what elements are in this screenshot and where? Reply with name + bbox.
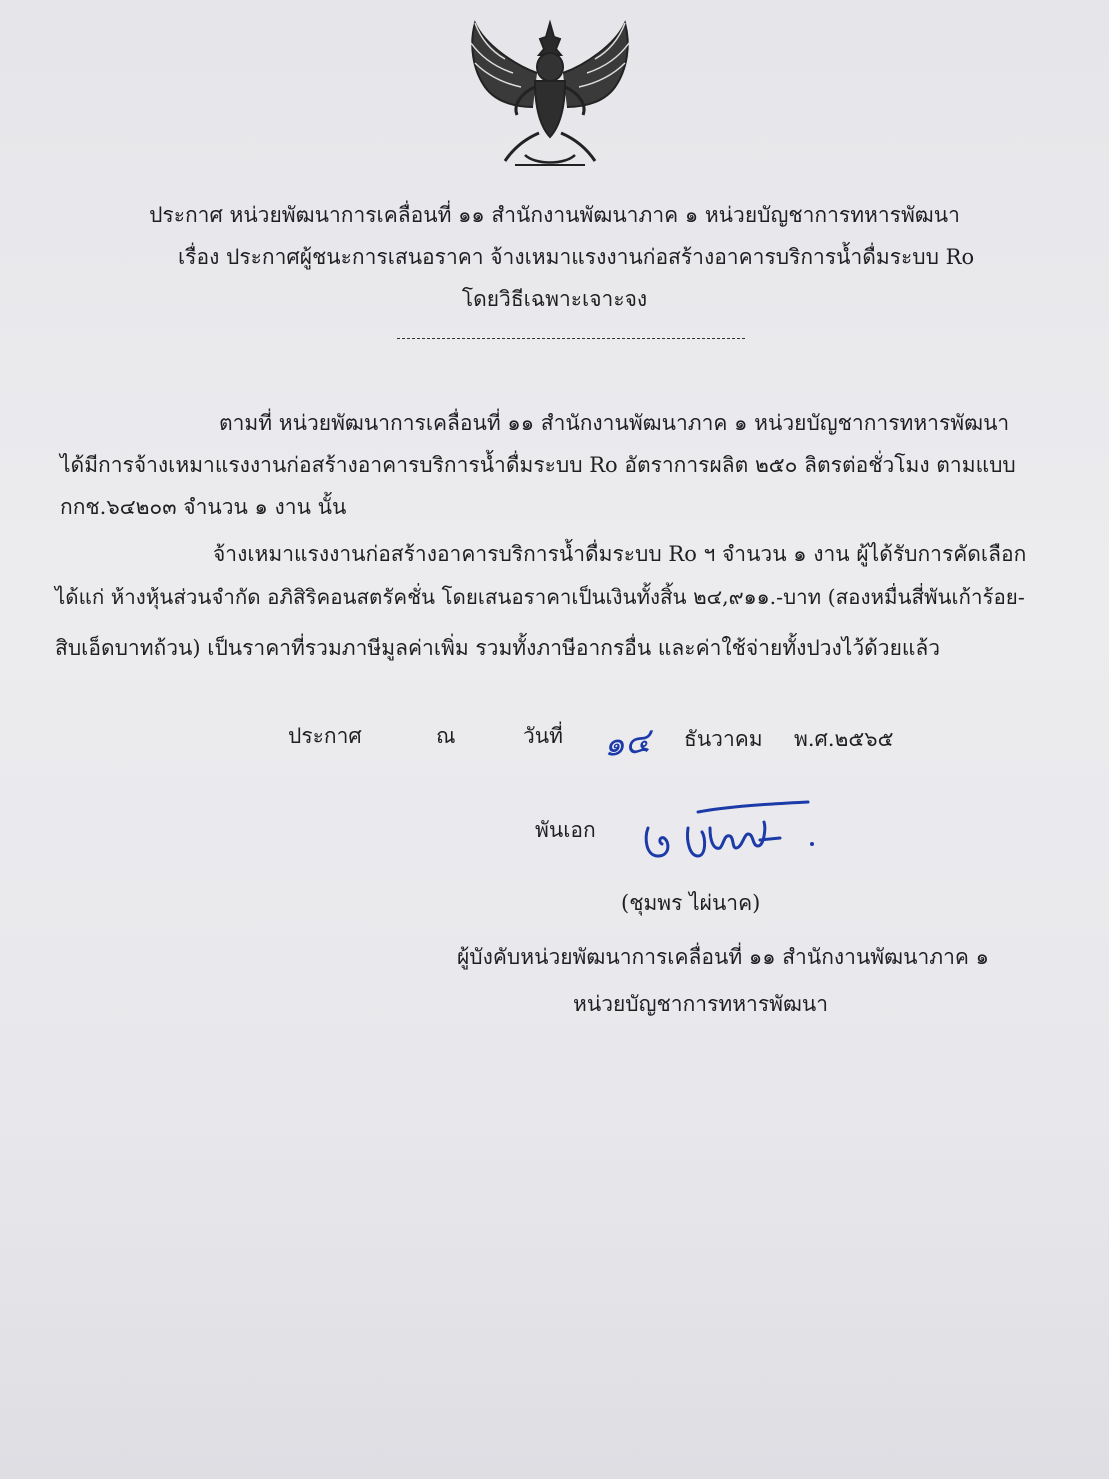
- body-paragraph-2-line-3: สิบเอ็ดบาทถ้วน) เป็นราคาที่รวมภาษีมูลค่าเพิ่ม รวมทั้งภาษีอากรอื่น และค่าใช้จ่ายทั้งปวงไว้ด้วยแล้ว: [55, 636, 941, 660]
- body-paragraph-1-line-1: ตามที่ หน่วยพัฒนาการเคลื่อนที่ ๑๑ สำนักงานพัฒนาภาค ๑ หน่วยบัญชาการทหารพัฒนา: [219, 411, 1010, 435]
- body-paragraph-2-line-2: ได้แก่ ห้างหุ้นส่วนจำกัด อภิสิริคอนสตรัคชั่น โดยเสนอราคาเป็นเงินทั้งสิ้น ๒๔,๙๑๑.-บาท (สองหมื่นสี่พันเก้าร้อย-: [55, 585, 1025, 609]
- signer-position-line-1: ผู้บังคับหน่วยพัฒนาการเคลื่อนที่ ๑๑ สำนักงานพัฒนาภาค ๑: [457, 945, 989, 969]
- year-label: พ.ศ.๒๕๖๕: [794, 727, 894, 751]
- month-label: ธันวาคม: [684, 727, 763, 751]
- rank-label: พันเอก: [535, 818, 596, 842]
- announcement-method: โดยวิธีเฉพาะเจาะจง: [461, 287, 648, 311]
- date-label: วันที่: [523, 724, 563, 748]
- handwritten-signature: [640, 798, 820, 868]
- announce-label: ประกาศ: [288, 724, 362, 748]
- garuda-emblem-icon: [455, 15, 645, 175]
- header-divider: [397, 338, 745, 339]
- body-paragraph-1-line-2: ได้มีการจ้างเหมาแรงงานก่อสร้างอาคารบริการน้ำดื่มระบบ Ro อัตราการผลิต ๒๕๐ ลิตรต่อชั่วโมง ตามแบบ: [60, 453, 1016, 477]
- body-paragraph-1-line-3: กกช.๖๔๒๐๓ จำนวน ๑ งาน นั้น: [60, 495, 347, 519]
- announcement-title: ประกาศ หน่วยพัฒนาการเคลื่อนที่ ๑๑ สำนักงานพัฒนาภาค ๑ หน่วยบัญชาการทหารพัฒนา: [149, 203, 960, 227]
- signer-position-line-2: หน่วยบัญชาการทหารพัฒนา: [573, 992, 829, 1016]
- at-label: ณ: [436, 724, 456, 748]
- signer-name: (ชุมพร ไผ่นาค): [621, 891, 761, 915]
- announcement-subject: เรื่อง ประกาศผู้ชนะการเสนอราคา จ้างเหมาแรงงานก่อสร้างอาคารบริการน้ำดื่มระบบ Ro: [178, 245, 975, 269]
- body-paragraph-2-line-1: จ้างเหมาแรงงานก่อสร้างอาคารบริการน้ำดื่มระบบ Ro ฯ จำนวน ๑ งาน ผู้ได้รับการคัดเลือก: [213, 542, 1027, 566]
- handwritten-day: ๑๔: [601, 720, 653, 766]
